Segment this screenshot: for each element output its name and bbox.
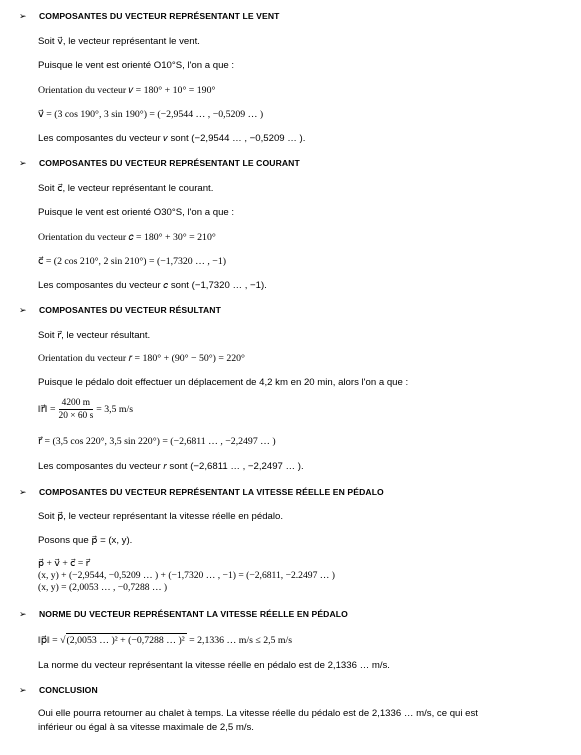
components-sum-equation: (x, y) + (−2,9544, −0,5209 … ) + (−1,7320 … , −1) = (−2,6811, −2.2497 … ) [38, 570, 335, 581]
section-heading-speed [19, 487, 384, 498]
heading-text: COMPOSANTES DU VECTEUR REPRÉSENTANT LE COURANT [39, 158, 300, 168]
current-intro: Soit c⃗, le vecteur représentant le courant. [38, 183, 214, 194]
norm-rhs: = 3,5 m/s [96, 403, 134, 415]
resultant-intro: Soit r⃗, le vecteur résultant. [38, 330, 151, 341]
arrow-bullet-icon: ➢ [19, 11, 27, 21]
arrow-bullet-icon: ➢ [19, 609, 27, 619]
current-orientation-equation: Orientation du vecteur 𝑐 = 180° + 30° = 210° [38, 232, 216, 243]
wind-orientation-equation: Orientation du vecteur 𝑣 = 180° + 10° = 190° [38, 85, 216, 96]
arrow-bullet-icon: ➢ [19, 305, 27, 315]
heading-text: COMPOSANTES DU VECTEUR REPRÉSENTANT LE VENT [39, 11, 280, 21]
arrow-bullet-icon: ➢ [19, 685, 27, 695]
sqrt-radicand: (2,0053 … )² + (−0,7288 … )² [66, 635, 185, 646]
fraction-denominator: 20 × 60 s [58, 411, 94, 421]
current-orientation-note: Puisque le vent est orienté O30°S, l'on a que : [38, 207, 235, 218]
solution-equation: (x, y) = (2,0053 … , −0,7288 … ) [38, 582, 168, 593]
speed-system-equations [38, 558, 335, 594]
fraction-numerator: 4200 m [59, 398, 94, 410]
current-vector-equation: c⃗ = (2 cos 210°, 2 sin 210°) = (−1,7320 … , −1) [38, 256, 226, 267]
section-heading-current [19, 158, 300, 169]
wind-intro: Soit v⃗, le vecteur représentant le vent. [38, 36, 200, 47]
conclusion-paragraph [38, 707, 558, 735]
section-heading-resultant [19, 305, 221, 316]
section-heading-norm [19, 609, 348, 620]
arrow-bullet-icon: ➢ [19, 487, 27, 497]
resultant-norm-equation [38, 398, 133, 421]
heading-text: COMPOSANTES DU VECTEUR REPRÉSENTANT LA VITESSE RÉELLE EN PÉDALO [39, 487, 384, 497]
conclusion-line-1: Oui elle pourra retourner au chalet à temps. La vitesse réelle du pédalo est de 2,1336 … m/s, ce qui est [38, 708, 478, 719]
wind-components: Les composantes du vecteur 𝑣 sont (−2,9544 … , −0,5209 … ). [38, 133, 306, 144]
speed-fraction [59, 398, 94, 421]
sqrt-sign-icon: √ [60, 635, 66, 646]
heading-text: CONCLUSION [39, 685, 98, 695]
resultant-displacement-note: Puisque le pédalo doit effectuer un déplacement de 4,2 km en 20 min, alors l'on a que : [38, 377, 409, 388]
resultant-vector-equation: r⃗ = (3,5 cos 220°, 3,5 sin 220°) = (−2,6811 … , −2,2497 … ) [38, 436, 276, 447]
vector-sum-equation: p⃗ + v⃗ + c⃗ = r⃗ [38, 558, 90, 569]
norm-equation [38, 633, 292, 646]
heading-text: COMPOSANTES DU VECTEUR RÉSULTANT [39, 305, 221, 315]
norm-lhs: ‖p⃗‖ = [38, 635, 58, 646]
norm-statement: La norme du vecteur représentant la vitesse réelle en pédalo est de 2,1336 … m/s. [38, 660, 390, 671]
speed-posons: Posons que p⃗ = (x, y). [38, 535, 133, 546]
wind-orientation-note: Puisque le vent est orienté O10°S, l'on a que : [38, 60, 235, 71]
speed-intro: Soit p⃗, le vecteur représentant la vitesse réelle en pédalo. [38, 511, 284, 522]
norm-rhs: = 2,1336 … m/s ≤ 2,5 m/s [189, 635, 293, 646]
norm-lhs: ‖r⃗‖ = [38, 403, 56, 415]
heading-text: NORME DU VECTEUR REPRÉSENTANT LA VITESSE RÉELLE EN PÉDALO [39, 609, 348, 619]
conclusion-line-2: inférieur ou égal à sa vitesse maximale de 2,5 m/s. [38, 722, 254, 733]
wind-vector-equation: v⃗ = (3 cos 190°, 3 sin 190°) = (−2,9544 … , −0,5209 … ) [38, 109, 264, 120]
section-heading-conclusion [19, 685, 98, 696]
arrow-bullet-icon: ➢ [19, 158, 27, 168]
resultant-components: Les composantes du vecteur 𝑟 sont (−2,6811 … , −2,2497 … ). [38, 461, 304, 472]
section-heading-wind [19, 11, 280, 22]
current-components: Les composantes du vecteur 𝑐 sont (−1,7320 … , −1). [38, 280, 267, 291]
resultant-orientation-equation: Orientation du vecteur 𝑟 = 180° + (90° − 50°) = 220° [38, 353, 245, 364]
